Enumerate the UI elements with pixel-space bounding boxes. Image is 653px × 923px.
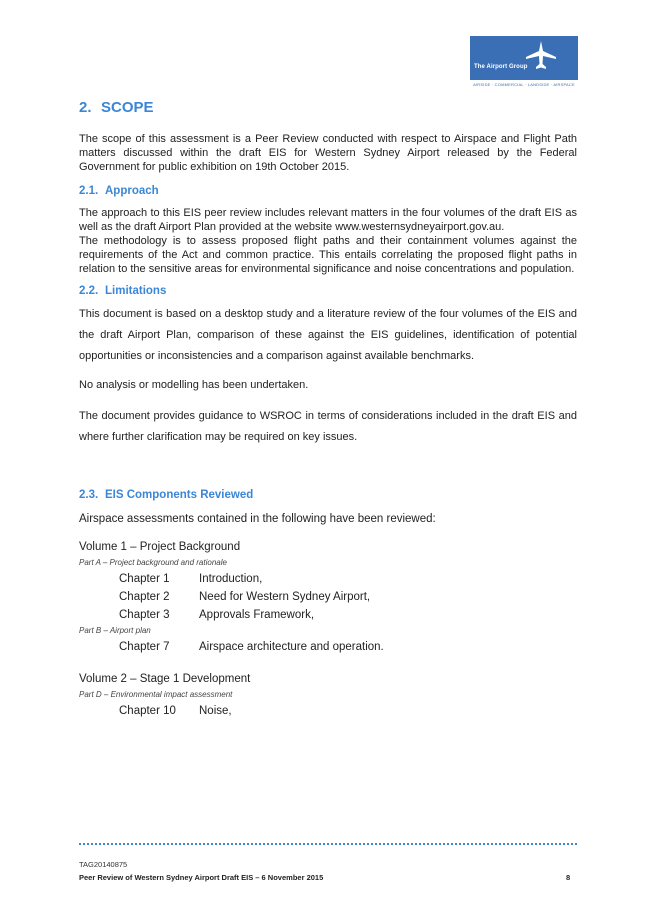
chapter-title: Introduction, [199,573,263,585]
chapter-title: Need for Western Sydney Airport, [199,591,371,603]
logo-tagline: AIRSIDE · COMMERCIAL · LANDSIDE · AIRSPACE [473,82,575,87]
footer-divider [79,843,577,845]
company-logo [470,36,578,80]
components-intro: Airspace assessments contained in the following have been reviewed: [79,513,436,525]
limitations-paragraph-1: This document is based on a desktop study and a literature review of the four volumes of the EIS and the draft Airport Plan, comparison of these against the EIS guidelines, identification of potential opportunities or inconsistencies and a comparison against available benchmarks. [79,308,577,362]
footer-title: Peer Review of Western Sydney Airport Draft EIS – 6 November 2015 [79,873,324,882]
chapter-row [79,588,577,606]
logo-name: The Airport Group [474,64,528,70]
chapter-title: Approvals Framework, [199,609,315,621]
document-body [79,96,577,720]
limitations-paragraph-3: The document provides guidance to WSROC in terms of considerations included in the draft EIS and where further clarification may be required on key issues. [79,410,577,443]
volume-2-title: Volume 2 – Stage 1 Development [79,673,251,685]
part-d-title: Part D – Environmental impact assessment [79,690,233,699]
approach-title: Approach [105,185,159,197]
chapter-number: Chapter 7 [119,641,170,653]
chapter-row [79,702,577,720]
components-heading [79,486,577,504]
section-number: 2. [79,99,92,116]
volume-1-title: Volume 1 – Project Background [79,541,241,553]
approach-paragraph-1: The approach to this EIS peer review includes relevant matters in the four volumes of the draft EIS as well as the draft Airport Plan provided at the website www.westernsydneyairport.gov.au. [79,207,577,233]
limitations-paragraph-2: No analysis or modelling has been undertaken. [79,379,309,391]
chapter-row [79,570,577,588]
chapter-number: Chapter 3 [119,609,170,621]
chapter-title: Airspace architecture and operation. [199,641,384,653]
components-title: EIS Components Reviewed [105,489,254,501]
chapter-number: Chapter 1 [119,573,170,585]
part-a-title: Part A – Project background and rationale [79,558,227,567]
approach-heading [79,182,577,200]
chapter-number: Chapter 10 [119,705,176,717]
page-number: 8 [566,873,571,882]
limitations-heading [79,282,577,300]
chapter-row [79,638,577,656]
part-b-title: Part B – Airport plan [79,626,151,635]
section-title: SCOPE [101,99,154,116]
limitations-number: 2.2. [79,285,99,297]
approach-number: 2.1. [79,185,99,197]
chapter-row [79,606,577,624]
limitations-title: Limitations [105,285,167,297]
chapter-title: Noise, [199,705,232,717]
components-number: 2.3. [79,489,99,501]
footer-reference: TAG20140875 [79,860,128,869]
section-heading [79,96,577,120]
chapter-number: Chapter 2 [119,591,170,603]
airplane-icon [524,40,558,70]
scope-paragraph: The scope of this assessment is a Peer Review conducted with respect to Airspace and Flight Path matters discussed within the draft EIS for Western Sydney Airport released by the Federal Government for public exhibition on 19th October 2015. [79,133,577,173]
approach-paragraph-2: The methodology is to assess proposed flight paths and their containment volumes against the requirements of the Act and common practice. This entails correlating the proposed flight paths in relation to the sensitive areas for environmental significance and noise concentrations and population. [79,235,577,275]
